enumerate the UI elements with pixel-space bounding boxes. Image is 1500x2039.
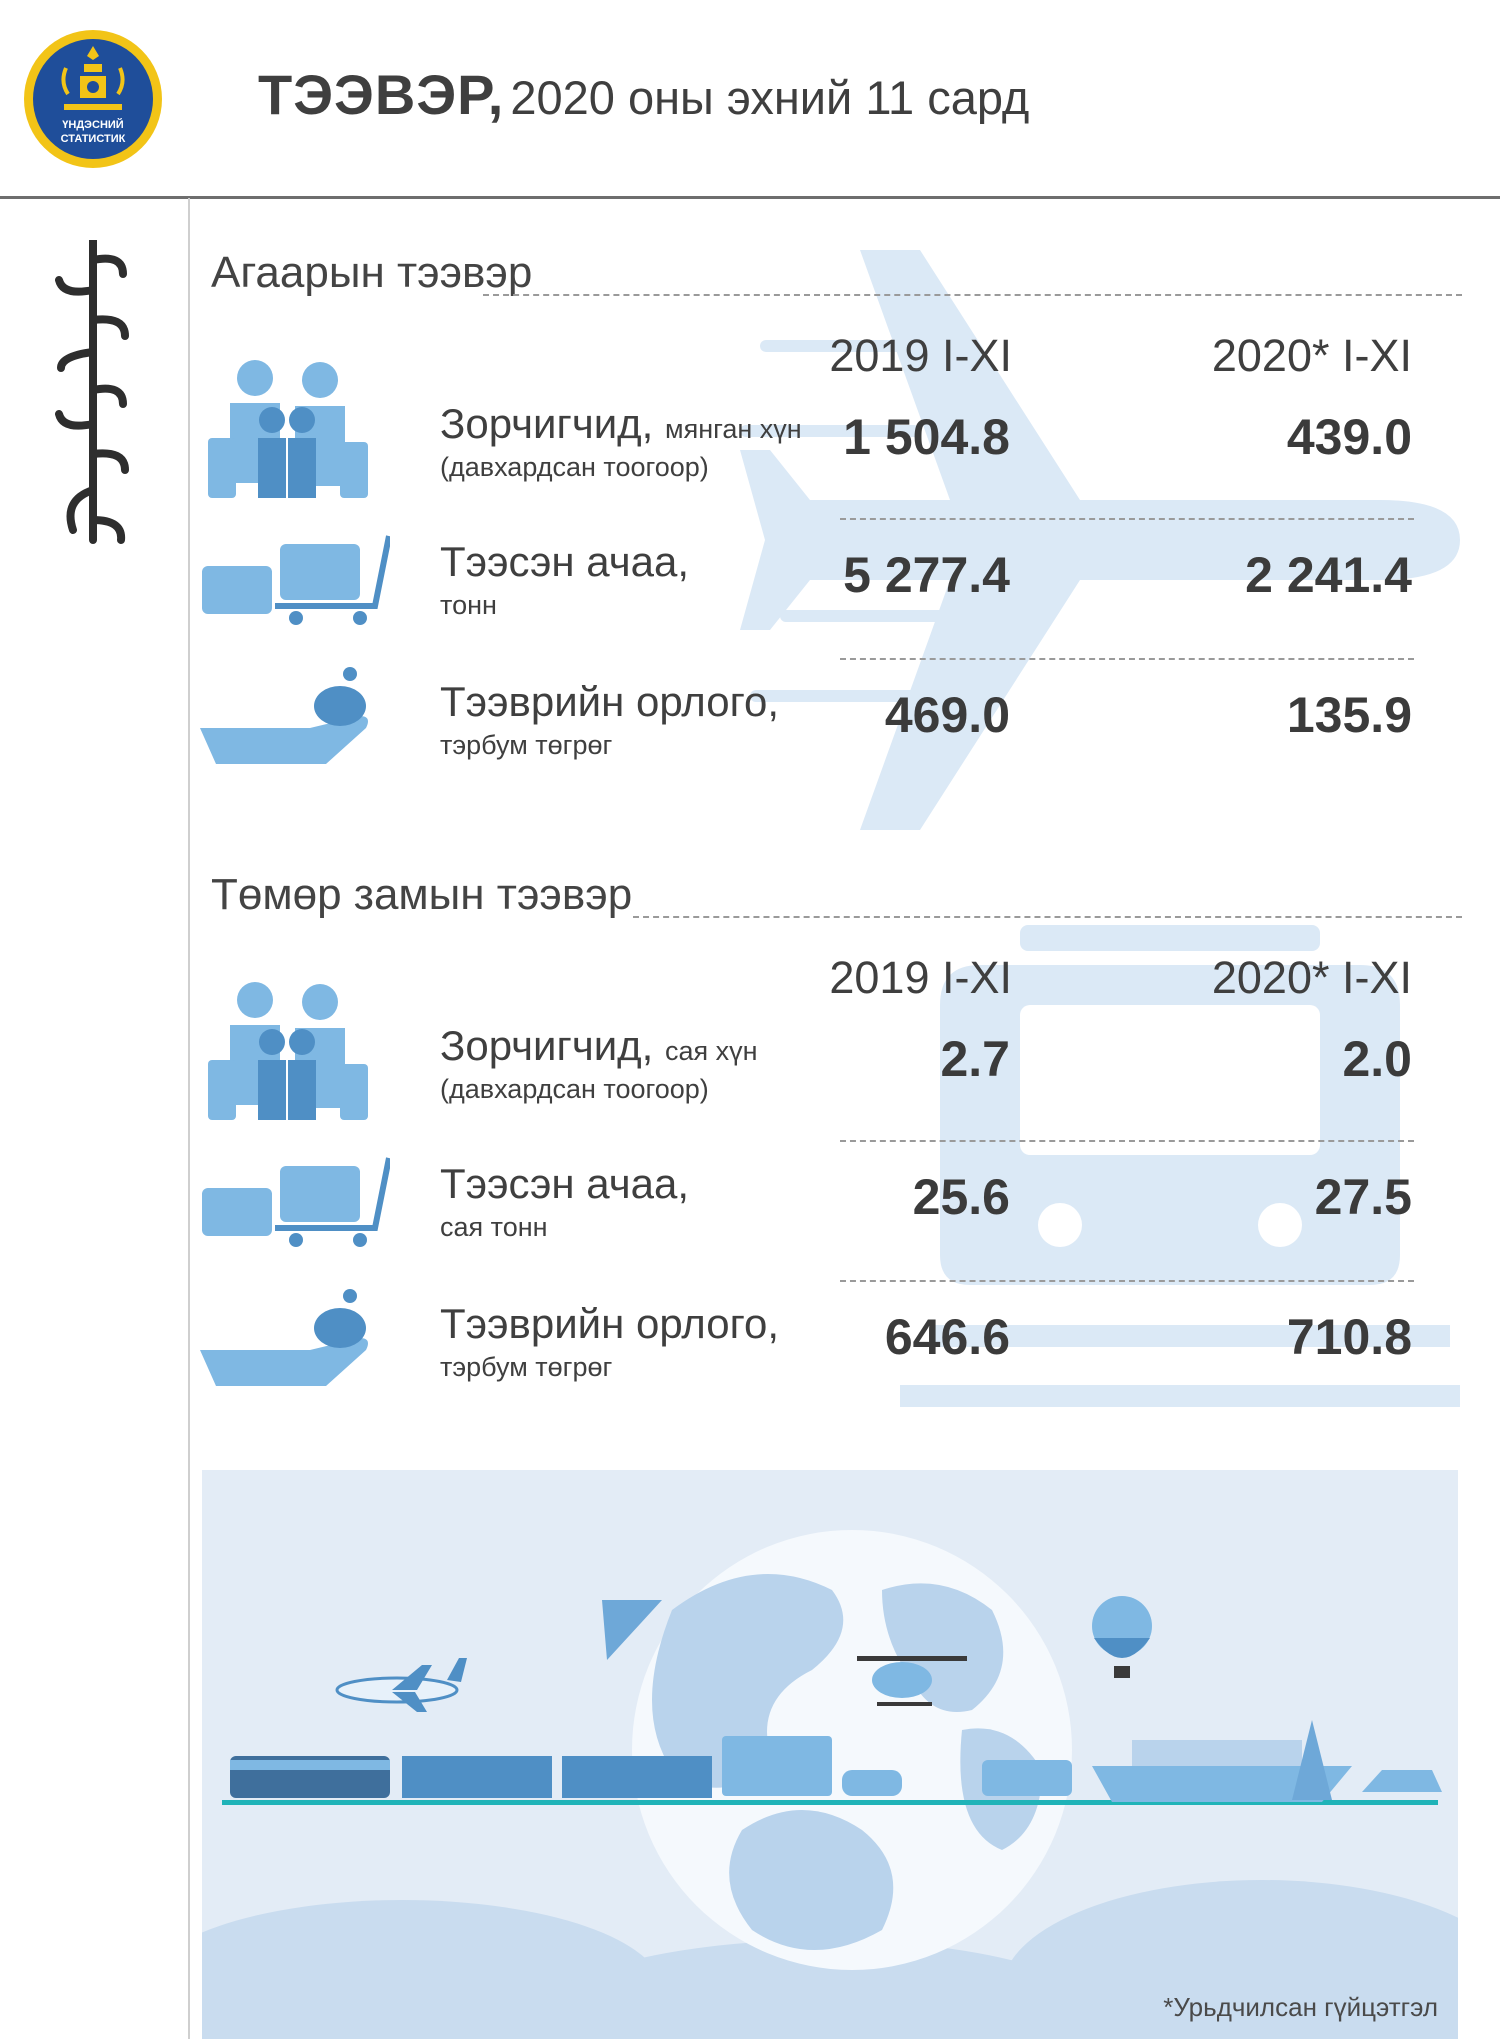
revenue-value-2019: 469.0 [884, 687, 1010, 743]
section-title-divider [633, 916, 1462, 918]
section-title-divider [483, 294, 1462, 296]
cargo-icon [200, 526, 390, 631]
revenue-sublabel: тэрбум төгрөг [440, 1352, 613, 1382]
cargo-sublabel: сая тонн [440, 1212, 548, 1242]
row-divider [840, 1140, 1414, 1142]
page-title [258, 62, 1029, 127]
logo-text: ҮНДЭСНИЙ СТАТИСТИК [60, 119, 126, 145]
column-header-2019: 2019 I-XI [829, 330, 1012, 381]
passengers-value-2019: 1 504.8 [843, 409, 1010, 465]
passengers-value-2020: 439.0 [1286, 409, 1412, 465]
cargo-sublabel: тонн [440, 590, 497, 620]
passengers-unit: мянган хүн [665, 414, 802, 444]
column-header-2020: 2020* I-XI [1211, 330, 1412, 381]
cargo-label-text: Тээсэн ачаа, [440, 1160, 689, 1207]
revenue-value-2020: 710.8 [1286, 1309, 1412, 1365]
header-divider [0, 196, 1500, 199]
cargo-label [440, 538, 689, 586]
cargo-value-2020: 27.5 [1314, 1169, 1412, 1225]
column-header-2020: 2020* I-XI [1211, 952, 1412, 1003]
left-divider [188, 198, 190, 2039]
cargo-value-2019: 25.6 [912, 1169, 1010, 1225]
cargo-icon [200, 1148, 390, 1253]
passengers-label-text: Зорчигчид, [440, 400, 654, 447]
section-title: Агаарын тээвэр [211, 248, 533, 297]
cargo-label [440, 1160, 689, 1208]
revenue-label-text: Тээврийн орлого, [440, 678, 780, 725]
column-header-2019: 2019 I-XI [829, 952, 1012, 1003]
train-icon [230, 1756, 712, 1798]
national-statistics-logo [22, 28, 164, 170]
revenue-label-text: Тээврийн орлого, [440, 1300, 780, 1347]
title-strong: ТЭЭВЭР, [258, 63, 505, 126]
passengers-sublabel: (давхардсан тоогоор) [440, 452, 709, 482]
mongolian-script-title [48, 240, 138, 550]
passengers-icon [200, 980, 380, 1145]
airplane-icon [337, 1658, 467, 1712]
row-divider [840, 518, 1414, 520]
transport-scene-illustration [202, 1470, 1458, 2039]
cargo-value-2019: 5 277.4 [843, 547, 1010, 603]
passengers-unit: сая хүн [665, 1036, 758, 1066]
revenue-sublabel: тэрбум төгрөг [440, 730, 613, 760]
revenue-value-2019: 646.6 [884, 1309, 1010, 1365]
cargo-value-2020: 2 241.4 [1245, 547, 1412, 603]
passengers-label-text: Зорчигчид, [440, 1022, 654, 1069]
passengers-value-2020: 2.0 [1342, 1031, 1412, 1087]
revenue-value-2020: 135.9 [1286, 687, 1412, 743]
passengers-icon [200, 358, 380, 523]
title-period: 2020 оны эхний 11 сард [510, 71, 1030, 124]
row-divider [840, 1280, 1414, 1282]
row-divider [840, 658, 1414, 660]
cargo-label-text: Тээсэн ачаа, [440, 538, 689, 585]
revenue-icon [200, 666, 390, 771]
header [0, 0, 1500, 198]
section-title: Төмөр замын тээвэр [211, 870, 633, 919]
passengers-sublabel: (давхардсан тоогоор) [440, 1074, 709, 1104]
hot-air-balloon-icon [1092, 1596, 1152, 1678]
footnote: *Урьдчилсан гүйцэтгэл [1163, 1992, 1438, 2022]
passengers-value-2019: 2.7 [940, 1031, 1010, 1087]
revenue-icon [200, 1288, 390, 1393]
transport-illustration [202, 1470, 1458, 2039]
